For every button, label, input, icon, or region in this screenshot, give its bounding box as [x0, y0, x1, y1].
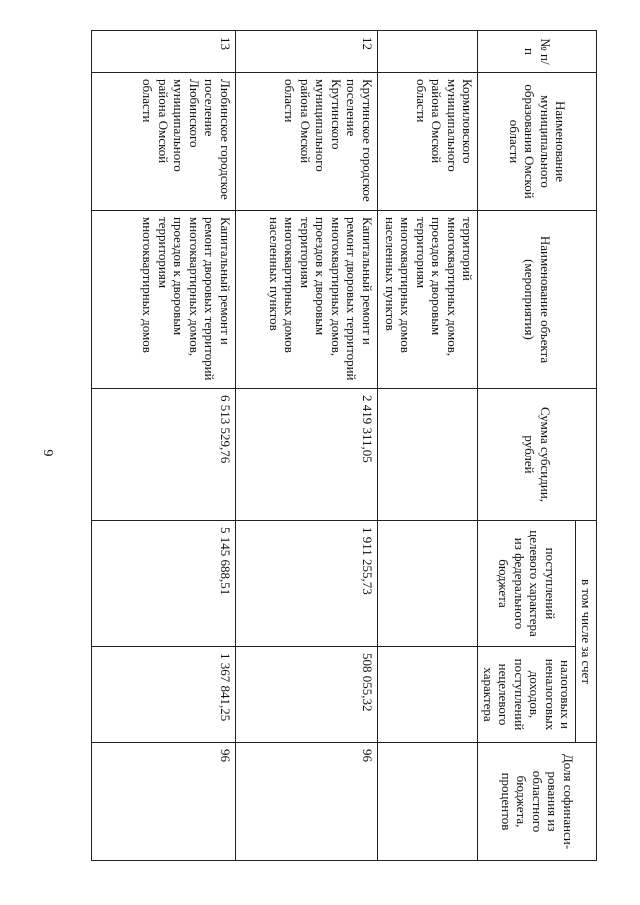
cell-num: 12 — [235, 31, 377, 73]
subsidy-table — [91, 30, 597, 861]
cell-object: Капитальный ремонт и ремонт дворовых территорий многоквартирных домов, проездов к дворовым территориям многоквартирных домов населенных пунктов — [235, 211, 377, 389]
page-number: 6 — [42, 449, 57, 457]
cell-tax: 508 055,32 — [235, 647, 377, 743]
header-share: Доля софинанси-рования из областного бюджета, процентов — [478, 743, 597, 861]
table-row — [235, 31, 377, 861]
table-row — [377, 31, 478, 861]
header-including: в том числе за счет — [576, 521, 597, 743]
cell-object: Капитальный ремонт и ремонт дворовых территорий многоквартирных домов, проездов к дворовым территориям многоквартирных домов — [92, 211, 236, 389]
cell-municipality: Кормиловского муниципального района Омской области — [377, 73, 478, 211]
cell-num — [377, 31, 478, 73]
rotated-table-container — [91, 30, 597, 860]
header-num: № п/п — [478, 31, 597, 73]
header-object: Наименование объекта (мероприятия) — [478, 211, 597, 389]
cell-sum — [377, 389, 478, 521]
cell-sum: 2 419 311,05 — [235, 389, 377, 521]
cell-federal — [377, 521, 478, 647]
cell-share: 96 — [235, 743, 377, 861]
cell-federal: 1 911 255,73 — [235, 521, 377, 647]
cell-sum: 6 513 529,76 — [92, 389, 236, 521]
cell-share: 96 — [92, 743, 236, 861]
cell-federal: 5 145 688,51 — [92, 521, 236, 647]
cell-municipality: Крутинское городское поселение Крутинского муниципального района Омской области — [235, 73, 377, 211]
cell-tax — [377, 647, 478, 743]
cell-tax: 1 367 841,25 — [92, 647, 236, 743]
cell-municipality: Любинское городское поселение Любинского муниципального района Омской области — [92, 73, 236, 211]
cell-object: территорий многоквартирных домов, проездов к дворовым территориям многоквартирных домов населенных пунктов — [377, 211, 478, 389]
header-municipality: Наименование муниципального образования Омской области — [478, 73, 597, 211]
header-federal: поступлений целевого характера из федерального бюджета — [478, 521, 576, 647]
cell-num: 13 — [92, 31, 236, 73]
header-sum: Сумма субсидии, рублей — [478, 389, 597, 521]
table-row — [92, 31, 236, 861]
header-tax: налоговых и неналоговых доходов, поступлений нецелевого характера — [478, 647, 576, 743]
cell-share — [377, 743, 478, 861]
